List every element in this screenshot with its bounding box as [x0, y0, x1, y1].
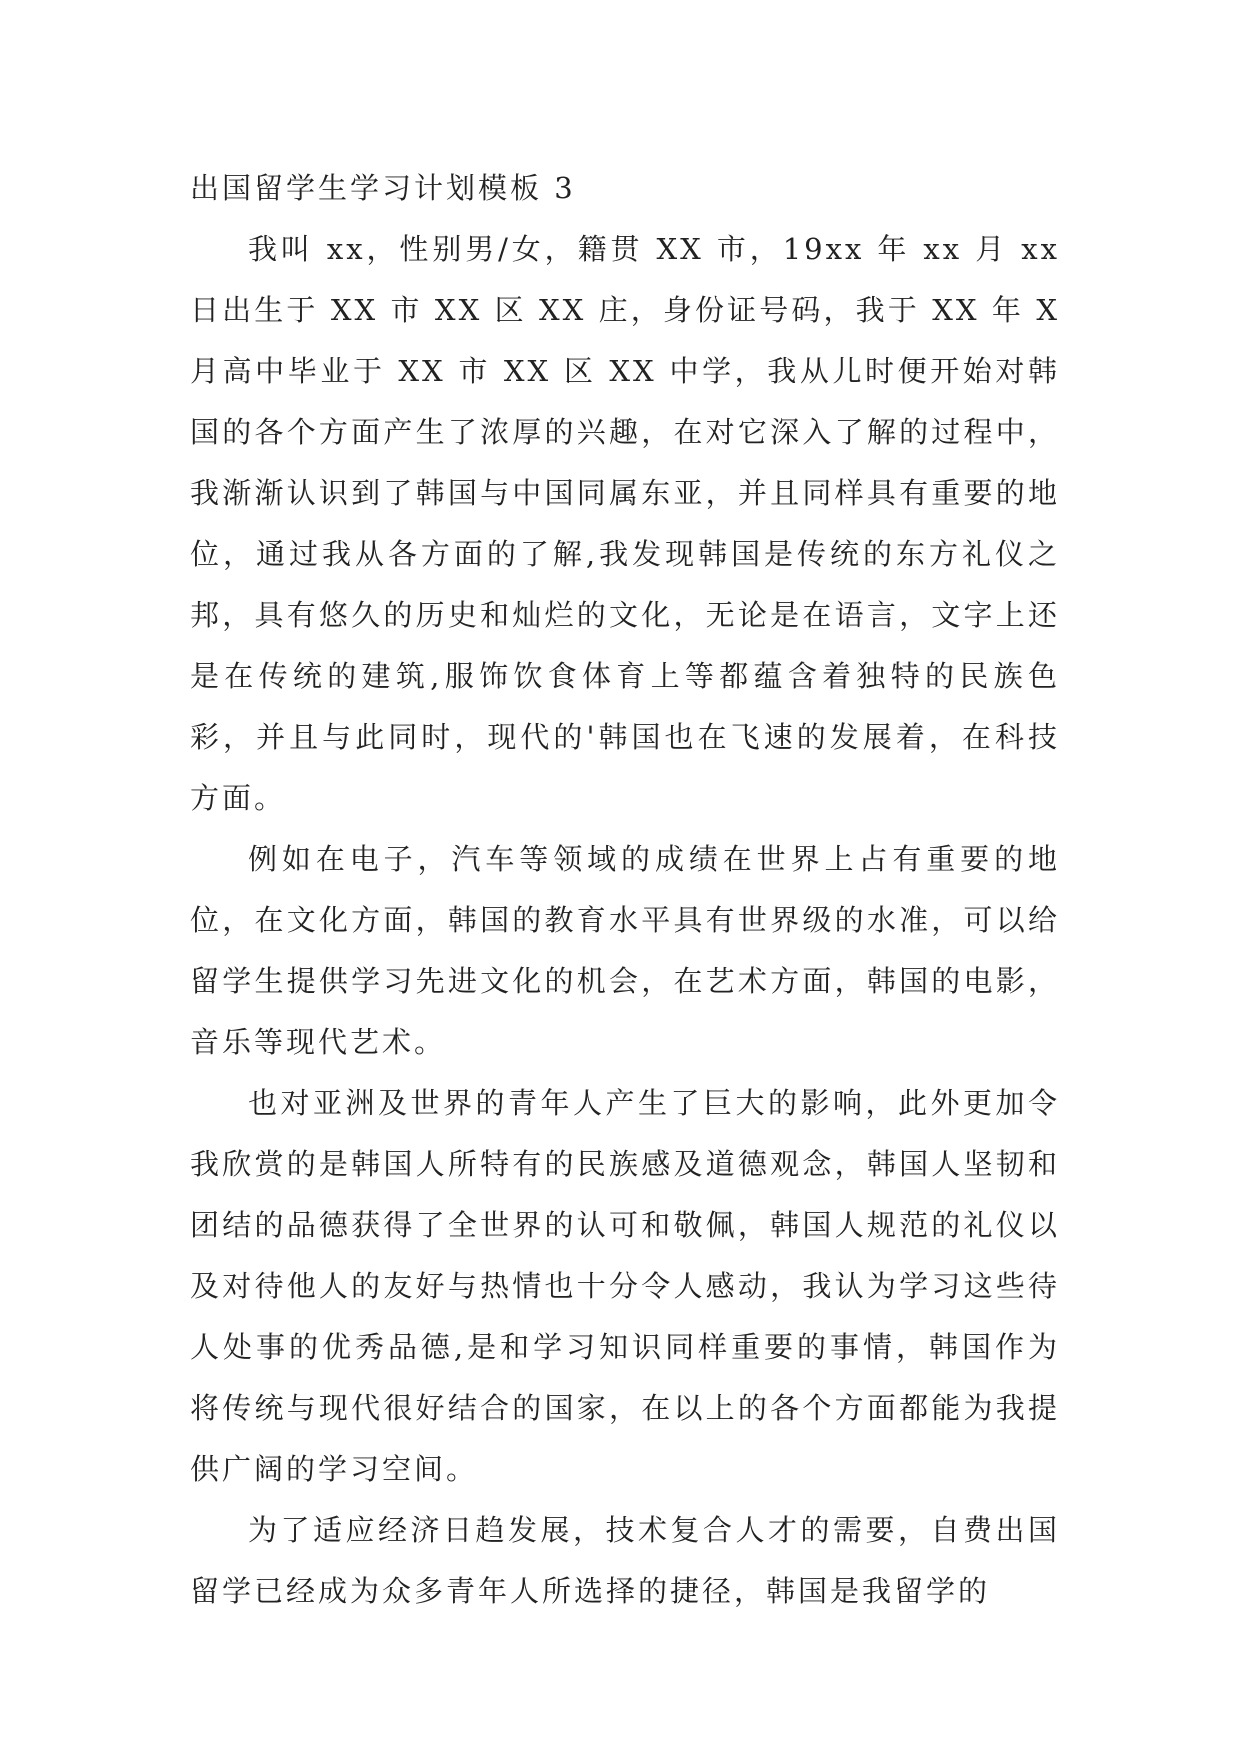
paragraph-3: 也对亚洲及世界的青年人产生了巨大的影响，此外更加令我欣赏的是韩国人所特有的民族感及道德观念，韩国人坚韧和团结的品德获得了全世界的认可和敬佩，韩国人规范的礼仪以及对待他人的友好与热情也十分令人感动，我认为学习这些待人处事的优秀品德,是和学习知识同样重要的事情，韩国作为将传统与现代很好结合的国家，在以上的各个方面都能为我提供广阔的学习空间。 [190, 1086, 1060, 1486]
paragraph-4: 为了适应经济日趋发展，技术复合人才的需要，自费出国留学已经成为众多青年人所选择的捷径，韩国是我留学的 [190, 1513, 1060, 1608]
document-title: 出国留学生学习计划模板 3 [190, 171, 576, 205]
paragraph-1: 我叫 xx，性别男/女，籍贯 XX 市，19xx 年 xx 月 xx 日出生于 XX 市 XX 区 XX 庄，身份证号码，我于 XX 年 X 月高中毕业于 XX 市 XX 区 XX 中学，我从儿时便开始对韩国的各个方面产生了浓厚的兴趣，在对它深入了解的过程中，我渐渐认识到了韩国与中国同属东亚，并且同样具有重要的地位，通过我从各方面的了解,我发现韩国是传统的东方礼仪之邦，具有悠久的历史和灿烂的文化，无论是在语言，文字上还是在传统的建筑,服饰饮食体育上等都蕴含着独特的民族色彩，并且与此同时，现代的'韩国也在飞速的发展着，在科技方面。 [190, 232, 1060, 815]
document-body [190, 158, 1060, 1622]
paragraph-2: 例如在电子，汽车等领域的成绩在世界上占有重要的地位，在文化方面，韩国的教育水平具有世界级的水准，可以给留学生提供学习先进文化的机会，在艺术方面，韩国的电影，音乐等现代艺术。 [190, 842, 1060, 1059]
